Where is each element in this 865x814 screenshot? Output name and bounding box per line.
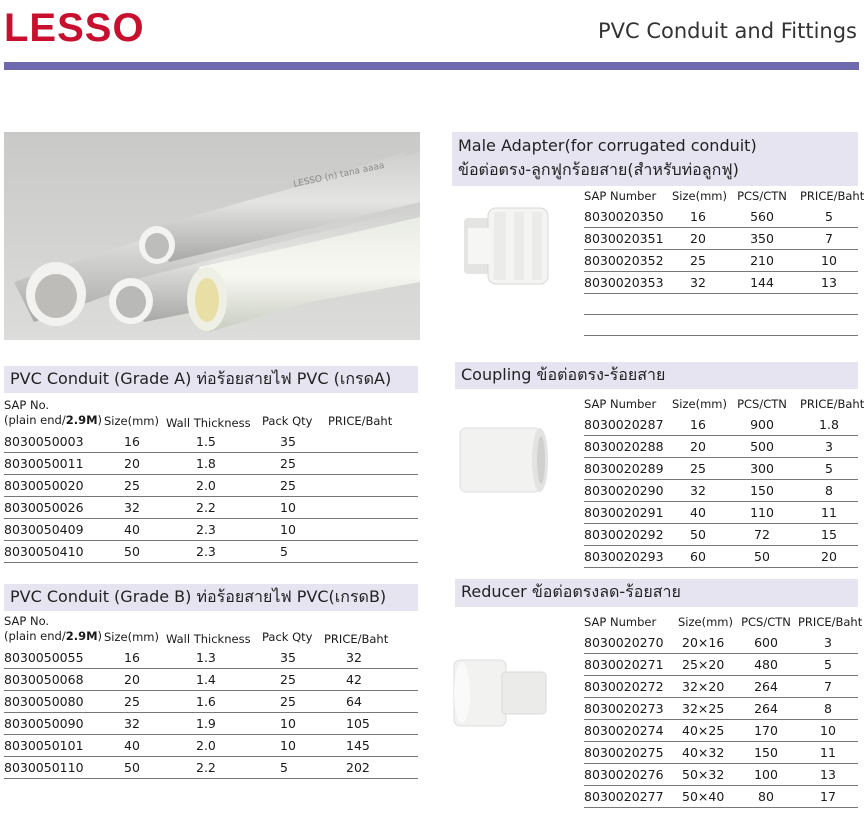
table-cell: 35 (262, 431, 328, 453)
table-cell (724, 315, 800, 336)
table-row (4, 519, 418, 541)
table-cell: 1.8 (166, 453, 262, 475)
table-row (4, 669, 418, 691)
table-cell: 40×32 (678, 742, 734, 764)
table-cell: 264 (734, 676, 798, 698)
table-cell: 25 (104, 691, 166, 713)
price-header: PRICE/Baht (328, 414, 393, 428)
price-header: PRICE/Baht (800, 189, 865, 203)
table-row (584, 250, 858, 272)
pcs-header: PCS/CTN (737, 397, 787, 411)
sap-header: SAP No. (4, 614, 50, 628)
price-header: PRICE/Baht (800, 397, 865, 411)
table-row (584, 720, 858, 742)
table-cell (800, 315, 858, 336)
table-cell: 210 (724, 250, 800, 272)
table-cell (328, 431, 418, 453)
table-row (584, 676, 858, 698)
page-title: PVC Conduit and Fittings (597, 19, 857, 43)
table-cell: 5 (262, 757, 324, 779)
table-row (584, 414, 858, 436)
reducer-table (584, 612, 863, 808)
table-cell: 8030020353 (584, 272, 672, 294)
table-cell: 8030020291 (584, 502, 672, 524)
table-header-row (584, 394, 858, 414)
table-cell: 8030050080 (4, 691, 104, 713)
table-cell: 3 (798, 632, 858, 654)
table-cell: 32 (104, 713, 166, 735)
grade-a-table (4, 398, 418, 563)
table-header-row (4, 614, 418, 647)
table-cell: 8030020290 (584, 480, 672, 502)
table-row (4, 475, 418, 497)
size-header: Size(mm) (104, 414, 159, 428)
table-cell: 300 (724, 458, 800, 480)
table-row (584, 654, 858, 676)
table-cell: 72 (724, 524, 800, 546)
table-row (584, 524, 858, 546)
table-row (4, 691, 418, 713)
table-cell: 32 (324, 647, 418, 669)
table-cell: 10 (800, 250, 858, 272)
table-row (584, 458, 858, 480)
table-row (584, 502, 858, 524)
table-cell (328, 519, 418, 541)
table-cell: 8030050055 (4, 647, 104, 669)
table-cell: 10 (798, 720, 858, 742)
table-cell: 10 (262, 735, 324, 757)
sap-header-sub: (plain end/ (4, 413, 66, 427)
table-cell (800, 294, 858, 315)
male-adapter-title: Male Adapter(for corrugated conduit) (458, 136, 757, 155)
table-cell: 8030020274 (584, 720, 678, 742)
table-cell: 20 (672, 436, 724, 458)
table-row (584, 632, 858, 654)
table-cell: 500 (724, 436, 800, 458)
table-header-row (4, 398, 418, 431)
table-cell: 8030050003 (4, 431, 104, 453)
male-adapter-table (584, 186, 865, 336)
table-cell: 8030050020 (4, 475, 104, 497)
table-cell (328, 541, 418, 563)
table-cell: 50×32 (678, 764, 734, 786)
grade-b-table (4, 614, 418, 779)
table-cell: 2.2 (166, 497, 262, 519)
table-cell: 1.9 (166, 713, 262, 735)
table-cell: 60 (672, 546, 724, 568)
price-header: PRICE/Baht (798, 615, 863, 629)
table-cell: 50 (104, 541, 166, 563)
table-cell: 20×16 (678, 632, 734, 654)
table-row (584, 436, 858, 458)
table-cell (328, 453, 418, 475)
table-cell: 8030020288 (584, 436, 672, 458)
table-cell: 1.8 (800, 414, 858, 436)
table-header-row (584, 186, 858, 206)
sap-header-close: ) (97, 413, 103, 427)
table-cell: 42 (324, 669, 418, 691)
coupling-table (584, 394, 865, 568)
table-cell: 8030020270 (584, 632, 678, 654)
pvc-pipes-photo (4, 132, 420, 340)
sap-header: SAP Number (584, 397, 657, 411)
table-row (584, 698, 858, 720)
table-row (4, 735, 418, 757)
coupling-photo (454, 420, 554, 500)
table-row (4, 647, 418, 669)
table-cell: 25 (104, 475, 166, 497)
table-cell: 13 (800, 272, 858, 294)
table-cell: 50×40 (678, 786, 734, 808)
grade-a-heading: PVC Conduit (Grade A) ท่อร้อยสายไฟ PVC (เกรดA) (4, 366, 418, 393)
table-cell: 8030050090 (4, 713, 104, 735)
table-cell (672, 294, 724, 315)
table-cell: 8030050026 (4, 497, 104, 519)
empty-table-row (584, 315, 858, 336)
header-divider (4, 62, 859, 70)
table-cell: 8030020351 (584, 228, 672, 250)
table-cell: 20 (104, 669, 166, 691)
table-cell: 25 (672, 458, 724, 480)
table-row (584, 764, 858, 786)
table-cell: 5 (798, 654, 858, 676)
table-cell: 13 (798, 764, 858, 786)
size-header: Size(mm) (672, 189, 727, 203)
table-cell: 8030020276 (584, 764, 678, 786)
table-cell: 50 (724, 546, 800, 568)
table-cell: 264 (734, 698, 798, 720)
table-cell: 145 (324, 735, 418, 757)
table-row (4, 541, 418, 563)
table-cell: 8030020277 (584, 786, 678, 808)
table-cell: 8030020272 (584, 676, 678, 698)
table-cell: 8030020271 (584, 654, 678, 676)
table-cell: 5 (262, 541, 328, 563)
table-cell: 8 (798, 698, 858, 720)
sap-header: SAP Number (584, 615, 657, 629)
table-cell: 10 (262, 519, 328, 541)
table-cell: 35 (262, 647, 324, 669)
table-header-row (584, 612, 858, 632)
table-cell (328, 497, 418, 519)
table-cell: 5 (800, 458, 858, 480)
table-cell: 50 (104, 757, 166, 779)
table-row (584, 206, 858, 228)
table-cell: 16 (104, 647, 166, 669)
pack-header: Pack Qty (262, 630, 313, 644)
table-cell: 202 (324, 757, 418, 779)
table-cell: 7 (800, 228, 858, 250)
table-cell: 32×20 (678, 676, 734, 698)
sap-header-close: ) (97, 629, 103, 643)
table-cell: 8030020273 (584, 698, 678, 720)
table-cell: 32 (104, 497, 166, 519)
table-cell: 8030020289 (584, 458, 672, 480)
table-cell: 8030050409 (4, 519, 104, 541)
table-cell: 3 (800, 436, 858, 458)
table-cell: 8030020292 (584, 524, 672, 546)
table-cell: 25×20 (678, 654, 734, 676)
table-cell (584, 315, 672, 336)
table-cell: 32 (672, 272, 724, 294)
sap-header: SAP No. (4, 398, 50, 412)
table-cell (672, 315, 724, 336)
table-cell: 17 (798, 786, 858, 808)
table-cell: 1.5 (166, 431, 262, 453)
coupling-heading: Coupling ข้อต่อตรง-ร้อยสาย (455, 362, 858, 389)
table-cell: 8030050410 (4, 541, 104, 563)
sap-length: 2.9M (65, 629, 98, 643)
table-row (584, 546, 858, 568)
table-row (4, 497, 418, 519)
table-cell: 11 (798, 742, 858, 764)
table-cell: 40 (104, 735, 166, 757)
empty-table-row (584, 294, 858, 315)
table-cell: 2.0 (166, 475, 262, 497)
table-cell: 600 (734, 632, 798, 654)
table-cell: 64 (324, 691, 418, 713)
table-cell: 1.6 (166, 691, 262, 713)
table-row (584, 786, 858, 808)
table-cell: 480 (734, 654, 798, 676)
table-cell: 8 (800, 480, 858, 502)
table-cell: 150 (734, 742, 798, 764)
table-cell: 2.2 (166, 757, 262, 779)
pack-header: Pack Qty (262, 414, 313, 428)
sap-header: SAP Number (584, 189, 657, 203)
table-cell: 150 (724, 480, 800, 502)
table-cell: 20 (672, 228, 724, 250)
table-cell: 8030020275 (584, 742, 678, 764)
table-cell: 32×25 (678, 698, 734, 720)
table-cell: 20 (104, 453, 166, 475)
table-cell: 8030050068 (4, 669, 104, 691)
table-cell: 8030020287 (584, 414, 672, 436)
male-adapter-heading (452, 132, 858, 186)
table-cell: 50 (672, 524, 724, 546)
pcs-header: PCS/CTN (741, 615, 791, 629)
table-cell: 10 (262, 497, 328, 519)
reducer-heading: Reducer ข้อต่อตรงลด-ร้อยสาย (455, 579, 858, 607)
table-cell (584, 294, 672, 315)
table-row (584, 742, 858, 764)
table-cell: 110 (724, 502, 800, 524)
table-cell: 2.3 (166, 541, 262, 563)
table-cell: 8030050011 (4, 453, 104, 475)
table-cell (724, 294, 800, 315)
table-cell: 8030050101 (4, 735, 104, 757)
sap-header-sub: (plain end/ (4, 629, 66, 643)
table-cell: 105 (324, 713, 418, 735)
table-cell: 25 (262, 691, 324, 713)
table-cell: 16 (672, 414, 724, 436)
size-header: Size(mm) (104, 630, 159, 644)
table-row (4, 431, 418, 453)
male-adapter-title-thai: ข้อต่อตรง-ลูกฟูกร้อยสาย(สำหรับท่อลูกฟู) (458, 160, 739, 179)
table-cell: 25 (262, 475, 328, 497)
table-row (584, 480, 858, 502)
table-cell (328, 475, 418, 497)
table-cell: 144 (724, 272, 800, 294)
price-header: PRICE/Baht (324, 632, 389, 646)
table-cell: 8030050110 (4, 757, 104, 779)
sap-length: 2.9M (65, 413, 98, 427)
table-cell: 11 (800, 502, 858, 524)
table-cell: 25 (262, 669, 324, 691)
table-cell: 170 (734, 720, 798, 742)
table-cell: 20 (800, 546, 858, 568)
table-cell: 16 (672, 206, 724, 228)
table-cell: 1.3 (166, 647, 262, 669)
table-cell: 25 (672, 250, 724, 272)
table-cell: 8030020350 (584, 206, 672, 228)
wall-header: Wall Thickness (166, 416, 251, 430)
table-cell: 8030020352 (584, 250, 672, 272)
size-header: Size(mm) (678, 615, 733, 629)
table-cell: 8030020293 (584, 546, 672, 568)
table-cell: 15 (800, 524, 858, 546)
wall-header: Wall Thickness (166, 632, 251, 646)
table-cell: 40 (672, 502, 724, 524)
table-cell: 80 (734, 786, 798, 808)
size-header: Size(mm) (672, 397, 727, 411)
table-cell: 2.0 (166, 735, 262, 757)
svg-text:LESSO (n) tana aaaa: LESSO (n) tana aaaa (292, 160, 386, 190)
pcs-header: PCS/CTN (737, 189, 787, 203)
table-row (4, 713, 418, 735)
table-cell: 900 (724, 414, 800, 436)
brand-logo: LESSO (4, 6, 145, 50)
table-cell: 10 (262, 713, 324, 735)
table-cell: 350 (724, 228, 800, 250)
reducer-photo (446, 650, 556, 736)
table-cell: 16 (104, 431, 166, 453)
table-cell: 560 (724, 206, 800, 228)
table-cell: 1.4 (166, 669, 262, 691)
table-cell: 5 (800, 206, 858, 228)
table-cell: 40×25 (678, 720, 734, 742)
table-cell: 25 (262, 453, 328, 475)
table-row (4, 757, 418, 779)
table-cell: 40 (104, 519, 166, 541)
table-row (4, 453, 418, 475)
table-cell: 2.3 (166, 519, 262, 541)
table-cell: 7 (798, 676, 858, 698)
grade-b-heading: PVC Conduit (Grade B) ท่อร้อยสายไฟ PVC(เกรดB) (4, 584, 418, 611)
male-adapter-photo (454, 196, 574, 306)
table-row (584, 228, 858, 250)
table-cell: 100 (734, 764, 798, 786)
table-row (584, 272, 858, 294)
table-cell: 32 (672, 480, 724, 502)
